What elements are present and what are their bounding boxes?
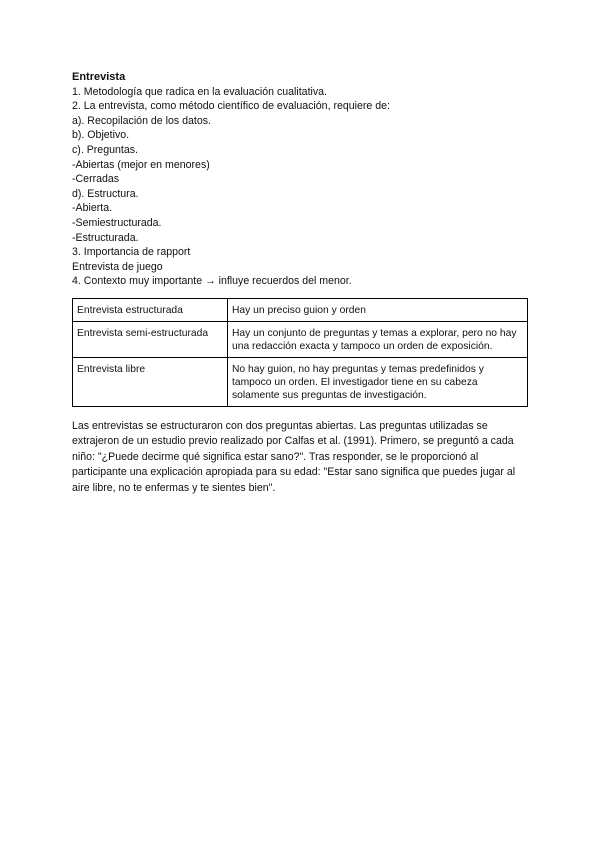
note-line: -Abierta. [72, 202, 113, 215]
note-line: d). Estructura. [72, 187, 139, 200]
notes-list [72, 85, 530, 289]
note-line: -Semiestructurada. [72, 216, 162, 229]
note-line: Entrevista de juego [72, 260, 163, 273]
interview-types-table [72, 298, 528, 407]
document-page [72, 70, 530, 496]
note-line: 4. Contexto muy importante → influye recuerdos del menor. [72, 275, 352, 288]
interview-description-cell: Hay un conjunto de preguntas y temas a explorar, pero no hay una redacción exacta y tampoco un orden de exposición. [228, 321, 528, 357]
note-line: -Cerradas [72, 173, 120, 186]
note-line: a). Recopilación de los datos. [72, 114, 211, 127]
note-line: c). Preguntas. [72, 143, 138, 156]
table-row [73, 321, 528, 357]
body-paragraph: Las entrevistas se estructuraron con dos preguntas abiertas. Las preguntas utilizadas se extrajeron de un estudio previo realizado por Calfas et al. (1991). Primero, se preguntó a cada niño: "¿Puede decirme qué significa estar sano?". Tras responder, se le proporcionó al participante una explicación apropiada para su edad: "Estar sano significa que puedes jugar al aire libre, no te enfermas y te sientes bien". [72, 419, 516, 494]
interview-description-cell: No hay guion, no hay preguntas y temas predefinidos y tampoco un orden. El investigador tiene en su cabeza solamente sus preguntas de investigación. [228, 357, 528, 406]
note-line: -Estructurada. [72, 231, 139, 244]
note-line: -Abiertas (mejor en menores) [72, 158, 210, 171]
note-line: 2. La entrevista, como método científico de evaluación, requiere de: [72, 100, 390, 113]
interview-type-cell: Entrevista semi-estructurada [73, 321, 228, 357]
note-line: 3. Importancia de rapport [72, 246, 191, 259]
interview-type-cell: Entrevista estructurada [73, 298, 228, 321]
table-row [73, 357, 528, 406]
note-line: b). Objetivo. [72, 129, 130, 142]
table-row [73, 298, 528, 321]
interview-type-cell: Entrevista libre [73, 357, 228, 406]
document-title: Entrevista [72, 71, 126, 83]
interview-description-cell: Hay un preciso guion y orden [228, 298, 528, 321]
note-line: 1. Metodología que radica en la evaluación cualitativa. [72, 85, 328, 98]
